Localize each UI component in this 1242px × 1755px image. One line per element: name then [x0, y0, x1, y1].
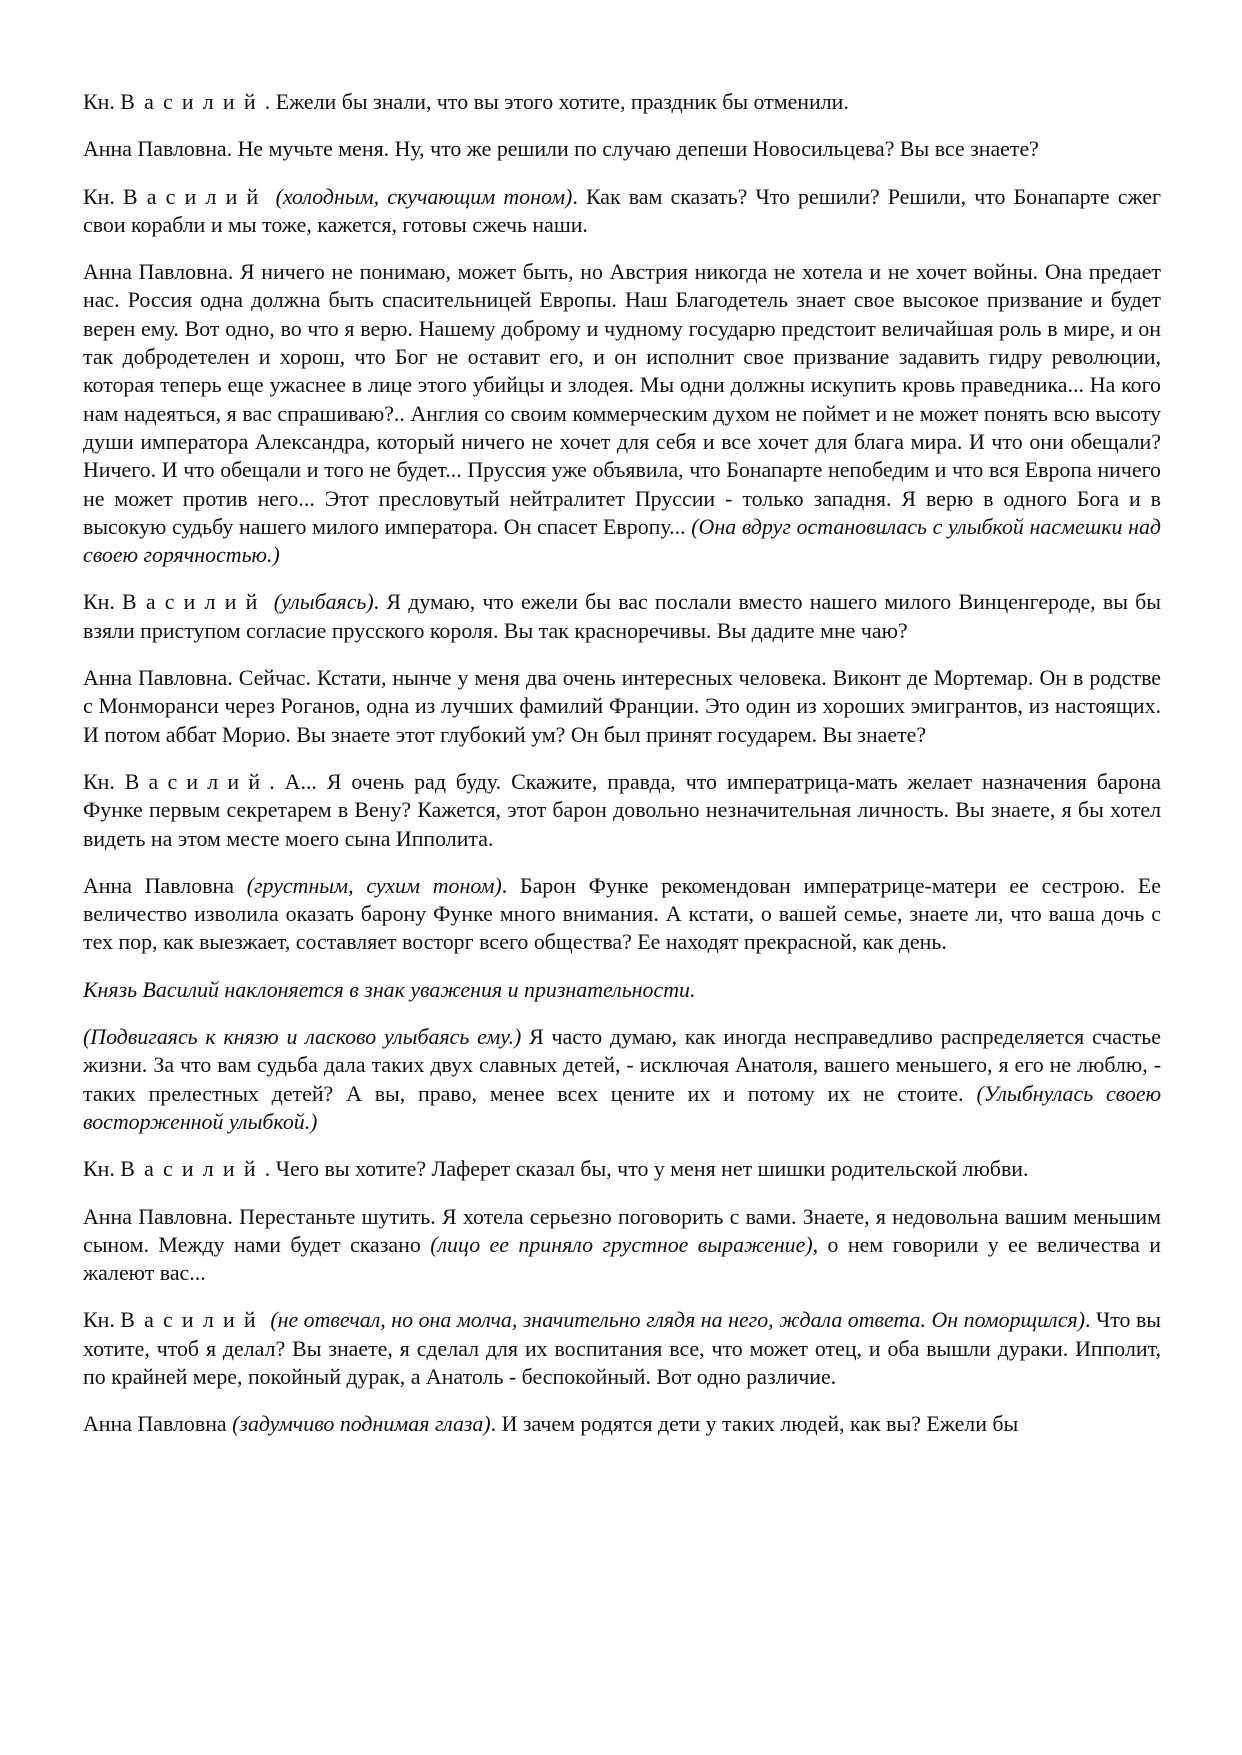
text-run: . А... Я очень рад буду. Скажите, правда, что императрица-мать желает назначения барона Функе первым секретарем в Вену? Кажется, этот барон довольно незначительная личность. Вы знаете, я бы хотел видеть на этом месте моего сына Ипполита.: [83, 768, 1161, 851]
stage-direction: (лицо ее приняло грустное выражение): [430, 1231, 813, 1257]
text-run: [267, 589, 274, 614]
stage-direction: (Подвигаясь к князю и ласково улыбаясь ему.): [83, 1024, 522, 1050]
stage-direction: (Улыбнулась своею восторженной улыбкой.): [83, 1080, 1162, 1134]
speaker-name: Василий: [122, 183, 268, 209]
text-run: Анна Павловна: [83, 1411, 233, 1437]
stage-direction: (не отвечал, но она молча, значительно глядя на него, ждала ответа. Он поморщился): [270, 1307, 1086, 1333]
dialogue-paragraph: [83, 258, 1161, 569]
speaker-name: Василий: [124, 768, 270, 794]
text-run: Анна Павловна. Перестаньте шутить. Я хотела серьезно поговорить с вами. Знаете, я недовольна вашим меньшим сыном. Между нами будет сказано: [83, 1203, 1161, 1257]
dialogue-paragraph: [83, 183, 1161, 240]
text-run: Анна Павловна. Сейчас. Кстати, нынче у меня два очень интересных человека. Виконт де Мортемар. Он в родстве с Монморанси через Роганов, одна из лучших фамилий Франции. Это один из хороших эмигрантов, из настоящих. И потом аббат Морио. Вы знаете этот глубокий ум? Он был принят государем. Вы знаете?: [83, 665, 1161, 747]
stage-direction: Князь Василий наклоняется в знак уважения и признательности.: [83, 976, 696, 1002]
text-run: Анна Павловна. Не мучьте меня. Ну, что же решили по случаю депеши Новосильцева? Вы все знаете?: [83, 136, 1039, 162]
stage-direction: (задумчиво поднимая глаза): [232, 1411, 491, 1437]
text-run: . Я думаю, что ежели бы вас послали вместо нашего милого Винценгероде, вы бы взяли приступом согласие прусского короля. Вы так красноречивы. Вы дадите мне чаю?: [83, 589, 1161, 643]
text-run: . Барон Функе рекомендован императрице-матери ее сестрою. Ее величество изволила оказать барону Функе много внимания. А кстати, о вашей семье, знаете ли, что ваша дочь с тех пор, как выезжает, составляет восторг всего общества? Ее находят прекрасной, как день.: [83, 872, 1161, 955]
dialogue-paragraph: [83, 872, 1161, 957]
text-run: Я часто думаю, как иногда несправедливо распределяется счастье жизни. За что вам судьба дала таких двух славных детей, - исключая Анатоля, вашего меньшего, я его не люблю, - таких прелестных детей? А вы, право, менее всех цените их и потому их не стоите.: [83, 1024, 1162, 1106]
text-run: Кн.: [83, 768, 125, 794]
dialogue-paragraph: [83, 664, 1161, 749]
text-run: . Что вы хотите, чтоб я делал? Вы знаете, я сделал для их воспитания все, что может отец, и оба вышли дураки. Ипполит, по крайней мере, покойный дурак, а Анатоль - беспокойный. Вот одно различие.: [83, 1307, 1161, 1389]
text-run: . Ежели бы знали, что вы этого хотите, праздник бы отменили.: [264, 89, 849, 114]
dialogue-paragraph: [83, 88, 1161, 116]
speaker-name: Василий: [120, 1156, 265, 1182]
speaker-name: Василий: [122, 589, 267, 615]
text-run: Анна Павловна. Я ничего не понимаю, может быть, но Австрия никогда не хотела и не хочет войны. Она предает нас. Россия одна должна быть спасительницей Европы. Наш Благодетель знает свое высокое призвание и будет верен ему. Вот одно, во что я верю. Нашему доброму и чудному государю предстоит величайшая роль в мире, и он так добродетелен и хорош, что Бог не оставит его, и он исполнит свое призвание задавить гидру революции, которая теперь еще ужаснее в лице этого убийцы и злодея. Мы одни должны искупить кровь праведника... На кого нам надеяться, я вас спрашиваю?.. Англия со своим коммерческим духом не поймет и не может понять всю высоту души императора Александра, который ничего не хочет для себя и все хочет для блага мира. И что они обещали? Ничего. И что обещали и того не будет... Пруссия уже объявила, что Бонапарте непобедим и что вся Европа ничего не может против него... Этот пресловутый нейтралитет Пруссии - только западня. Я верю в одного Бога и в высокую судьбу нашего милого императора. Он спасет Европу...: [83, 259, 1161, 539]
dialogue-paragraph: [83, 1203, 1161, 1288]
stage-direction: (грустным, сухим тоном): [246, 872, 502, 898]
dialogue-paragraph: [83, 135, 1161, 163]
dialogue-paragraph: [83, 1023, 1161, 1136]
text-run: . И зачем родятся дети у таких людей, как вы? Ежели бы: [490, 1411, 1019, 1437]
text-run: [267, 184, 275, 209]
text-run: Кн.: [83, 1156, 121, 1182]
stage-direction: (улыбаясь): [273, 589, 374, 615]
document-page: [83, 88, 1161, 1458]
text-run: Кн.: [83, 589, 123, 615]
stage-direction: (Она вдруг остановилась с улыбкой насмешки над своею горячностью.): [83, 513, 1161, 568]
text-run: . Как вам сказать? Что решили? Решили, что Бонапарте сжег свои корабли и мы тоже, кажется, готовы сжечь наши.: [83, 183, 1162, 237]
stage-direction-paragraph: [83, 976, 1161, 1004]
text-run: Кн.: [83, 89, 121, 114]
text-run: Анна Павловна: [83, 872, 247, 898]
dialogue-paragraph: [83, 1410, 1161, 1438]
text-run: . Чего вы хотите? Лаферет сказал бы, что у меня нет шишки родительской любви.: [264, 1156, 1029, 1182]
speaker-name: Василий: [120, 89, 265, 114]
dialogue-paragraph: [83, 588, 1161, 645]
dialogue-paragraph: [83, 768, 1161, 853]
dialogue-paragraph: [83, 1155, 1161, 1183]
speaker-name: Василий: [120, 1307, 265, 1333]
text-run: Кн.: [83, 1307, 121, 1333]
dialogue-paragraph: [83, 1306, 1161, 1391]
text-run: , о нем говорили у ее величества и жалеют вас...: [83, 1231, 1162, 1286]
text-run: Кн.: [83, 183, 123, 209]
stage-direction: (холодным, скучающим тоном): [275, 183, 573, 209]
